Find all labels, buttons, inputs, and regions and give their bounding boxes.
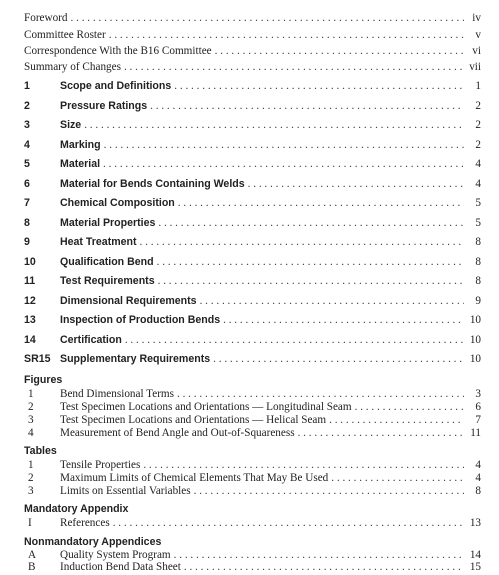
dot-leader <box>104 137 464 153</box>
section-page: 10 <box>469 334 481 346</box>
dot-leader <box>124 59 464 75</box>
toc-appendix-b[interactable] <box>24 559 481 575</box>
appendix-number: B <box>28 561 36 573</box>
table-page: 4 <box>475 459 481 471</box>
section-label: Scope and Definitions <box>60 80 172 92</box>
toc-section-8[interactable] <box>24 215 481 231</box>
dot-leader <box>178 195 464 211</box>
figure-number: 1 <box>28 388 34 400</box>
toc-section-14[interactable] <box>24 332 481 348</box>
section-number: 10 <box>24 256 36 268</box>
section-page: 10 <box>469 353 481 365</box>
section-label: Test Requirements <box>60 275 155 287</box>
section-page: 8 <box>475 275 481 287</box>
section-number: 3 <box>24 119 30 131</box>
section-number: 1 <box>24 80 30 92</box>
appendix-page: 15 <box>469 561 481 573</box>
section-page: 8 <box>475 256 481 268</box>
figure-page: 11 <box>470 427 481 439</box>
toc-entry-correspondence[interactable] <box>24 43 481 59</box>
table-page: 4 <box>475 472 481 484</box>
toc-section-1[interactable] <box>24 78 481 94</box>
appendix-label: Quality System Program <box>60 549 171 561</box>
dot-leader <box>71 10 465 26</box>
entry-page: vi <box>472 45 481 57</box>
toc-section-10[interactable] <box>24 254 481 270</box>
section-label: Chemical Composition <box>60 197 175 209</box>
dot-leader <box>84 117 464 133</box>
section-page: 2 <box>475 119 481 131</box>
section-page: 1 <box>475 80 481 92</box>
section-label: Pressure Ratings <box>60 100 148 112</box>
toc-section-sr15[interactable] <box>24 351 481 367</box>
tables-heading: Tables <box>24 445 57 457</box>
appendix-label: References <box>60 517 110 529</box>
dot-leader <box>140 234 464 250</box>
entry-page: iv <box>472 12 481 24</box>
section-number: 9 <box>24 236 30 248</box>
entry-label: Foreword <box>24 12 68 24</box>
section-label: Heat Treatment <box>60 236 137 248</box>
section-page: 2 <box>475 100 481 112</box>
figure-number: 4 <box>28 427 34 439</box>
figure-page: 7 <box>475 414 481 426</box>
section-number: 11 <box>24 275 36 287</box>
table-page: 8 <box>475 485 481 497</box>
figure-label: Measurement of Bend Angle and Out-of-Squareness <box>60 427 295 439</box>
section-page: 4 <box>475 178 481 190</box>
table-label: Tensile Properties <box>60 459 141 471</box>
figures-heading: Figures <box>24 374 63 386</box>
dot-leader <box>213 351 464 367</box>
figure-page: 6 <box>475 401 481 413</box>
section-number: 4 <box>24 139 30 151</box>
table-label: Maximum Limits of Chemical Elements That May Be Used <box>60 472 329 484</box>
section-label: Material Properties <box>60 217 156 229</box>
figure-label: Bend Dimensional Terms <box>60 388 174 400</box>
section-page: 10 <box>469 314 481 326</box>
dot-leader <box>215 43 464 59</box>
dot-leader <box>158 273 464 289</box>
section-number: 6 <box>24 178 30 190</box>
dot-leader <box>113 515 464 531</box>
section-page: 2 <box>475 139 481 151</box>
toc-entry-summary-of-changes[interactable] <box>24 59 481 75</box>
section-label: Material for Bends Containing Welds <box>60 178 245 190</box>
toc-section-13[interactable] <box>24 312 481 328</box>
table-number: 1 <box>28 459 34 471</box>
entry-page: v <box>475 29 481 41</box>
toc-section-11[interactable] <box>24 273 481 289</box>
appendix-label: Induction Bend Data Sheet <box>60 561 181 573</box>
section-label: Material <box>60 158 101 170</box>
toc-figure-4[interactable] <box>24 425 481 441</box>
dot-leader <box>157 254 464 270</box>
dot-leader <box>298 425 464 441</box>
section-label: Supplementary Requirements <box>60 353 211 365</box>
entry-label: Summary of Changes <box>24 61 121 73</box>
table-label: Limits on Essential Variables <box>60 485 191 497</box>
dot-leader <box>194 483 464 499</box>
table-number: 2 <box>28 472 34 484</box>
toc-section-7[interactable] <box>24 195 481 211</box>
dot-leader <box>248 176 464 192</box>
section-number: 14 <box>24 334 36 346</box>
section-label: Inspection of Production Bends <box>60 314 221 326</box>
section-number: 7 <box>24 197 30 209</box>
toc-section-2[interactable] <box>24 98 481 114</box>
section-label: Dimensional Requirements <box>60 295 197 307</box>
toc-section-9[interactable] <box>24 234 481 250</box>
figure-number: 3 <box>28 414 34 426</box>
table-number: 3 <box>28 485 34 497</box>
section-number: 2 <box>24 100 30 112</box>
section-label: Qualification Bend <box>60 256 154 268</box>
section-number: 13 <box>24 314 36 326</box>
toc-section-4[interactable] <box>24 137 481 153</box>
appendix-number: I <box>28 517 32 529</box>
section-number: 8 <box>24 217 30 229</box>
dot-leader <box>125 332 464 348</box>
section-page: 5 <box>475 197 481 209</box>
dot-leader <box>158 215 464 231</box>
appendix-number: A <box>28 549 37 561</box>
figure-number: 2 <box>28 401 34 413</box>
section-page: 8 <box>475 236 481 248</box>
section-label: Size <box>60 119 82 131</box>
nonmandatory-appendices-heading: Nonmandatory Appendices <box>24 536 162 548</box>
entry-page: vii <box>469 61 481 73</box>
section-number: 5 <box>24 158 30 170</box>
toc-section-3[interactable] <box>24 117 481 133</box>
dot-leader <box>103 156 464 172</box>
toc-section-12[interactable] <box>24 293 481 309</box>
toc-section-5[interactable] <box>24 156 481 172</box>
toc-table-3[interactable] <box>24 483 481 499</box>
section-page: 9 <box>475 295 481 307</box>
section-label: Marking <box>60 139 101 151</box>
section-page: 4 <box>475 158 481 170</box>
toc-entry-committee-roster[interactable] <box>24 27 481 43</box>
toc-entry-foreword[interactable] <box>24 10 481 26</box>
figure-label: Test Specimen Locations and Orientations — Helical Seam <box>60 414 327 426</box>
dot-leader <box>174 78 464 94</box>
figure-page: 3 <box>475 388 481 400</box>
toc-appendix-i[interactable] <box>24 515 481 531</box>
toc-section-6[interactable] <box>24 176 481 192</box>
dot-leader <box>150 98 464 114</box>
section-number: 12 <box>24 295 36 307</box>
dot-leader <box>223 312 464 328</box>
appendix-page: 14 <box>469 549 481 561</box>
entry-label: Committee Roster <box>24 29 106 41</box>
dot-leader <box>200 293 464 309</box>
entry-label: Correspondence With the B16 Committee <box>24 45 212 57</box>
mandatory-appendix-heading: Mandatory Appendix <box>24 503 129 515</box>
appendix-page: 13 <box>469 517 481 529</box>
section-label: Certification <box>60 334 122 346</box>
section-number: SR15 <box>24 353 51 365</box>
dot-leader <box>109 27 464 43</box>
dot-leader <box>184 559 464 575</box>
section-page: 5 <box>475 217 481 229</box>
figure-label: Test Specimen Locations and Orientations — Longitudinal Seam <box>60 401 352 413</box>
